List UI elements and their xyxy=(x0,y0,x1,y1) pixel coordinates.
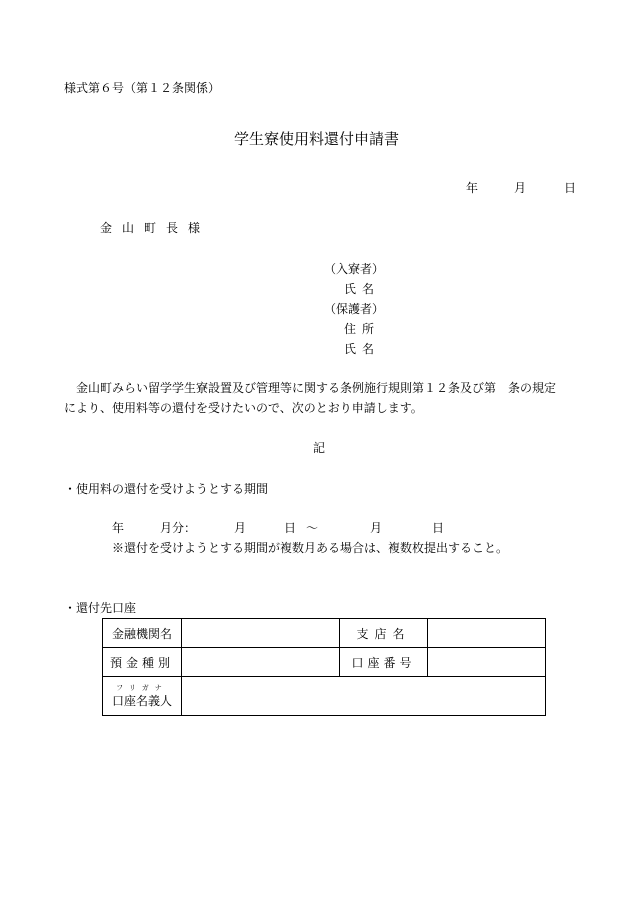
resident-name-label: 氏名 xyxy=(344,282,381,296)
guardian-label: （保護者） xyxy=(324,302,385,316)
period-to-month: 月 xyxy=(370,521,383,535)
account-number-field[interactable] xyxy=(428,648,546,677)
body-text-line2: により、使用料等の還付を受けたいので、次のとおり申請します。 xyxy=(64,401,423,415)
date-month-label: 月 xyxy=(514,181,527,195)
guardian-address-label: 住所 xyxy=(344,322,381,336)
date-year-label: 年 xyxy=(466,181,479,195)
bank-name-field[interactable] xyxy=(182,619,340,648)
table-row xyxy=(103,677,546,716)
body-text-line1: 金山町みらい留学学生寮設置及び管理等に関する条例施行規則第１２条及び第 条の規定 xyxy=(76,381,557,395)
resident-label: （入寮者） xyxy=(324,262,385,276)
ki-heading: 記 xyxy=(313,441,326,455)
bank-account-table xyxy=(102,618,546,716)
period-month-label: 月分： xyxy=(160,521,197,535)
period-year-label: 年 xyxy=(112,521,125,535)
account-heading: ・還付先口座 xyxy=(64,601,137,615)
bank-name-label: 金融機関名 xyxy=(103,619,182,648)
account-holder-field[interactable] xyxy=(182,677,546,716)
form-reference: 様式第６号（第１２条関係） xyxy=(64,81,221,95)
date-day-label: 日 xyxy=(564,181,577,195)
account-holder-label-group xyxy=(112,684,172,709)
period-from-month: 月 xyxy=(234,521,247,535)
addressee: 金山町長様 xyxy=(100,221,211,235)
table-row xyxy=(103,648,546,677)
account-holder-label-cell xyxy=(103,677,182,716)
guardian-name-label: 氏名 xyxy=(344,342,381,356)
deposit-type-field[interactable] xyxy=(182,648,340,677)
period-heading: ・使用料の還付を受けようとする期間 xyxy=(64,482,269,496)
period-from-day: 日 xyxy=(284,521,297,535)
branch-name-field[interactable] xyxy=(428,619,546,648)
period-to-day: 日 xyxy=(432,521,445,535)
table-row xyxy=(103,619,546,648)
account-number-label: 口座番号 xyxy=(340,648,428,677)
document-title: 学生寮使用料還付申請書 xyxy=(234,130,400,148)
period-tilde: ～ xyxy=(306,521,319,535)
account-holder-label: 口座名義人 xyxy=(111,693,172,708)
account-holder-furigana: フリガナ xyxy=(116,683,168,692)
period-note: ※還付を受けようとする期間が複数月ある場合は、複数枚提出すること。 xyxy=(112,541,509,555)
deposit-type-label: 預金種別 xyxy=(103,648,182,677)
branch-name-label: 支店名 xyxy=(340,619,428,648)
